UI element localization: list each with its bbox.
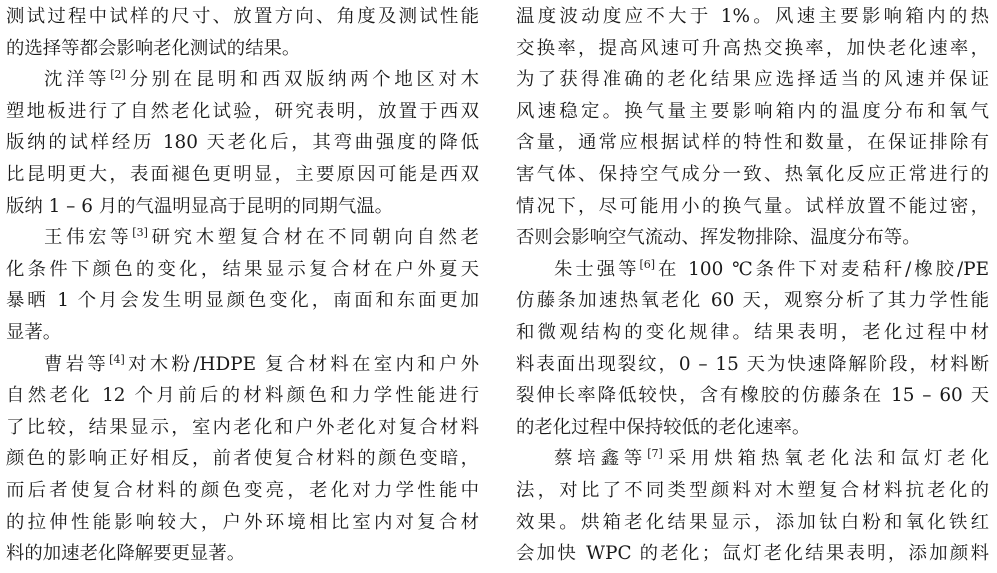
author-name: 曹岩等 [44,353,110,375]
text-line: 效果。烘箱老化结果显示，添加钛白粉和氧化铁红 [516,511,989,533]
paragraph-first-line [44,348,479,382]
text-line: 会加快 WPC 的老化；氙灯老化结果表明，添加颜料 [516,543,989,565]
text-line: 版纳 1 – 6 月的气温明显高于昆明的同期气温。 [6,195,394,217]
text-line: 自然老化 12 个月前后的材料颜色和力学性能进行 [6,385,479,407]
citation-ref: [2] [110,68,126,82]
text-line: 风速稳定。换气量主要影响箱内的温度分布和氧气 [516,100,989,122]
paragraph-first-line [44,221,479,255]
line-text: 分别在昆明和西双版纳两个地区对木 [125,69,479,91]
text-line: 裂伸长率降低较快，含有橡胶的仿藤条在 15 – 60 天 [516,385,989,407]
text-line: 比昆明更大，表面褪色更明显，主要原因可能是西双 [6,164,479,185]
text-line: 法，对比了不同类型颜料对木塑复合材料抗老化的 [516,480,989,501]
text-line: 含量，通常应根据试样的特性和数量，在保证排除有 [516,132,989,154]
text-line: 料表面出现裂纹，0 – 15 天为快速降解阶段，材料断 [516,353,989,375]
author-name: 王伟宏等 [44,227,133,249]
text-line: 而后者使复合材料的颜色变亮，老化对力学性能中 [6,480,479,501]
author-name: 蔡培鑫等 [554,448,648,470]
text-line: 版纳的试样经历 180 天老化后，其弯曲强度的降低 [6,132,479,154]
text-line: 仿藤条加速热氧老化 60 天，观察分析了其力学性能 [516,290,989,312]
paragraph-first-line [554,253,989,287]
text-line: 和微观结构的变化规律。结果表明，老化过程中材 [516,322,989,343]
citation-ref: [4] [109,352,125,366]
text-line: 了比较，结果显示，室内老化和户外老化对复合材料 [6,416,479,438]
text-line: 颜色的影响正好相反，前者使复合材料的颜色变暗， [6,448,479,470]
text-line: 塑地板进行了自然老化试验，研究表明，放置于西双 [6,100,479,122]
citation-ref: [3] [132,226,148,240]
paragraph-first-line [554,442,989,476]
text-line: 情况下，尽可能用小的换气量。试样放置不能过密， [516,195,989,217]
text-line: 害气体、保持空气成分一致、热氧化反应正常进行的 [516,164,989,185]
text-line: 测试过程中试样的尺寸、放置方向、角度及测试性能 [6,6,479,27]
paragraph-first-line [44,63,479,97]
text-line: 的老化过程中保持较低的老化速率。 [516,416,811,438]
text-line: 的拉伸性能影响较大，户外环境相比室内对复合材 [6,511,479,533]
text-line: 显著。 [6,322,62,343]
line-text: 在 100 ℃条件下对麦秸秆/橡胶/PE [655,258,989,280]
author-name: 朱士强等 [554,258,640,280]
citation-ref: [6] [639,257,656,271]
line-text: 采用烘箱热氧老化法和氙灯老化 [662,448,989,470]
author-name: 沈洋等 [44,69,111,91]
text-line: 暴晒 1 个月会发生明显颜色变化，南面和东面更加 [6,290,479,312]
text-line: 交换率，提高风速可升高热交换率，加快老化速率， [516,37,989,59]
text-line: 温度波动度应不大于 1%。风速主要影响箱内的热 [516,6,989,27]
line-text: 对木粉/HDPE 复合材料在室内和户外 [124,353,479,375]
text-line: 料的加速老化降解要更显著。 [6,543,246,565]
line-text: 研究木塑复合材在不同朝向自然老 [147,227,479,249]
text-line: 否则会影响空气流动、挥发物排除、温度分布等。 [516,227,921,249]
text-line: 的选择等都会影响老化测试的结果。 [6,37,301,59]
text-line: 为了获得准确的老化结果应选择适当的风速并保证 [516,69,989,91]
citation-ref: [7] [647,447,663,461]
text-line: 化条件下颜色的变化，结果显示复合材在户外夏天 [6,258,479,280]
